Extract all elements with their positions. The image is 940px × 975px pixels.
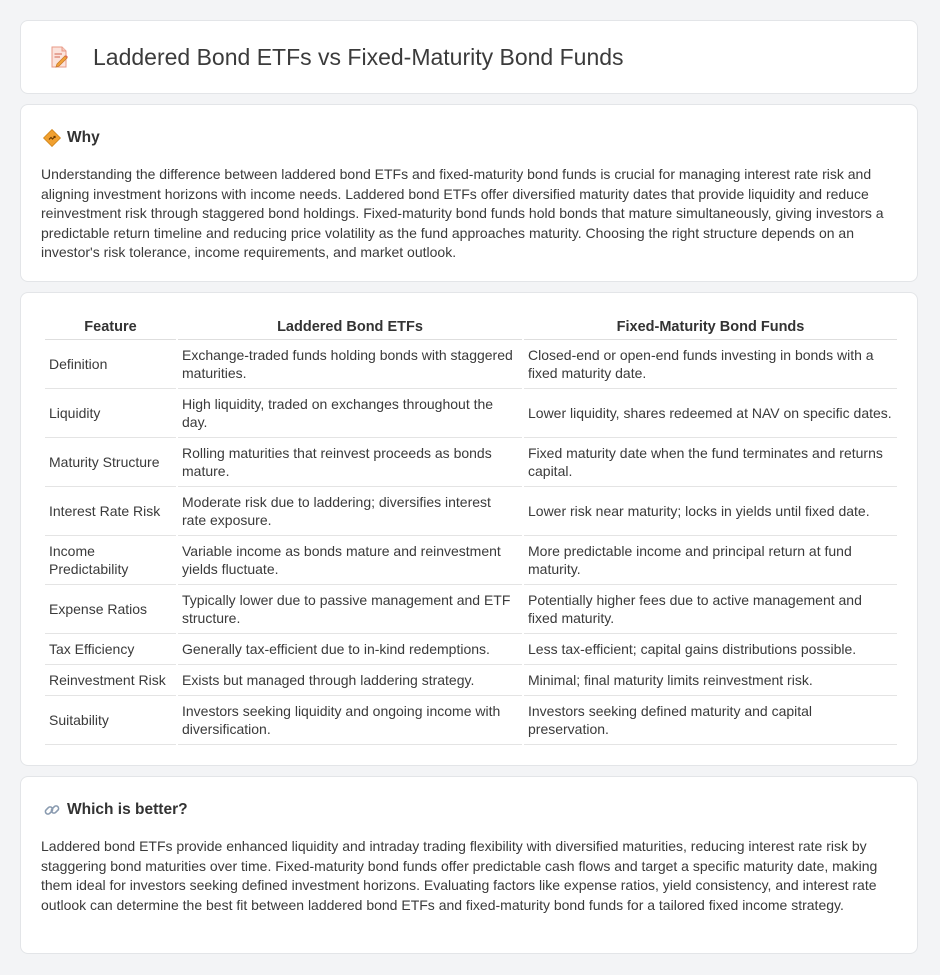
laddered-cell: Typically lower due to passive management and ETF structure. — [178, 585, 522, 634]
feature-cell: Interest Rate Risk — [45, 487, 176, 536]
fixed-cell: Closed-end or open-end funds investing in bonds with a fixed maturity date. — [524, 340, 897, 389]
table-row — [45, 389, 897, 438]
feature-cell: Expense Ratios — [45, 585, 176, 634]
header-fixed: Fixed-Maturity Bond Funds — [524, 315, 897, 340]
why-title: Why — [67, 129, 100, 146]
table-header-row — [45, 315, 897, 340]
laddered-cell: High liquidity, traded on exchanges throughout the day. — [178, 389, 522, 438]
feature-cell: Suitability — [45, 696, 176, 745]
feature-cell: Liquidity — [45, 389, 176, 438]
comparison-table-card — [20, 292, 918, 766]
fixed-cell: Investors seeking defined maturity and capital preservation. — [524, 696, 897, 745]
which-is-better-section — [20, 776, 918, 954]
laddered-cell: Rolling maturities that reinvest proceeds as bonds mature. — [178, 438, 522, 487]
feature-cell: Reinvestment Risk — [45, 665, 176, 696]
why-text: Understanding the difference between laddered bond ETFs and fixed-maturity bond funds is crucial for managing interest rate risk and aligning investment horizons with income needs. Laddered bond ETFs offer diversified maturity dates that provide liquidity and reduce reinvestment risk through staggered bond holdings. Fixed-maturity bond funds hold bonds that mature simultaneously, giving investors a predictable return timeline and reducing price volatility as the fund approaches maturity. Choosing the right structure depends on an investor's risk tolerance, income requirements, and market outlook. — [41, 166, 884, 261]
comparison-table — [43, 315, 899, 745]
laddered-cell: Exchange-traded funds holding bonds with staggered maturities. — [178, 340, 522, 389]
laddered-cell: Exists but managed through laddering strategy. — [178, 665, 522, 696]
feature-cell: Income Predictability — [45, 536, 176, 585]
page-title: Laddered Bond ETFs vs Fixed-Maturity Bond Funds — [93, 43, 624, 70]
table-row — [45, 696, 897, 745]
table-row — [45, 536, 897, 585]
header-laddered: Laddered Bond ETFs — [178, 315, 522, 340]
table-row — [45, 340, 897, 389]
fixed-cell: Fixed maturity date when the fund terminates and returns capital. — [524, 438, 897, 487]
laddered-cell: Generally tax-efficient due to in-kind redemptions. — [178, 634, 522, 665]
table-row — [45, 487, 897, 536]
laddered-cell: Investors seeking liquidity and ongoing income with diversification. — [178, 696, 522, 745]
why-section — [20, 104, 918, 282]
better-text: Laddered bond ETFs provide enhanced liquidity and intraday trading flexibility with diversified maturities, reducing interest rate risk by staggering bond maturities over time. Fixed-maturity bond funds offer predictable cash flows and target a specific maturity date, making them ideal for investors seeking defined investment horizons. Evaluating factors like expense ratios, yield consistency, and interest rate outlook can determine the best fit between laddered bond ETFs and fixed-maturity bond funds for a tailored fixed income strategy. — [41, 838, 878, 913]
link-icon — [43, 801, 61, 819]
better-title: Which is better? — [67, 801, 188, 818]
fixed-cell: Lower liquidity, shares redeemed at NAV on specific dates. — [524, 389, 897, 438]
fixed-cell: Potentially higher fees due to active management and fixed maturity. — [524, 585, 897, 634]
feature-cell: Maturity Structure — [45, 438, 176, 487]
table-row — [45, 634, 897, 665]
feature-cell: Definition — [45, 340, 176, 389]
laddered-cell: Moderate risk due to laddering; diversifies interest rate exposure. — [178, 487, 522, 536]
title-card — [20, 20, 918, 94]
header-feature: Feature — [45, 315, 176, 340]
laddered-cell: Variable income as bonds mature and reinvestment yields fluctuate. — [178, 536, 522, 585]
fixed-cell: More predictable income and principal return at fund maturity. — [524, 536, 897, 585]
diamond-sign-icon — [43, 129, 61, 147]
fixed-cell: Less tax-efficient; capital gains distributions possible. — [524, 634, 897, 665]
table-row — [45, 438, 897, 487]
fixed-cell: Lower risk near maturity; locks in yields until fixed date. — [524, 487, 897, 536]
table-row — [45, 585, 897, 634]
document-edit-icon — [47, 45, 71, 69]
fixed-cell: Minimal; final maturity limits reinvestment risk. — [524, 665, 897, 696]
table-row — [45, 665, 897, 696]
feature-cell: Tax Efficiency — [45, 634, 176, 665]
